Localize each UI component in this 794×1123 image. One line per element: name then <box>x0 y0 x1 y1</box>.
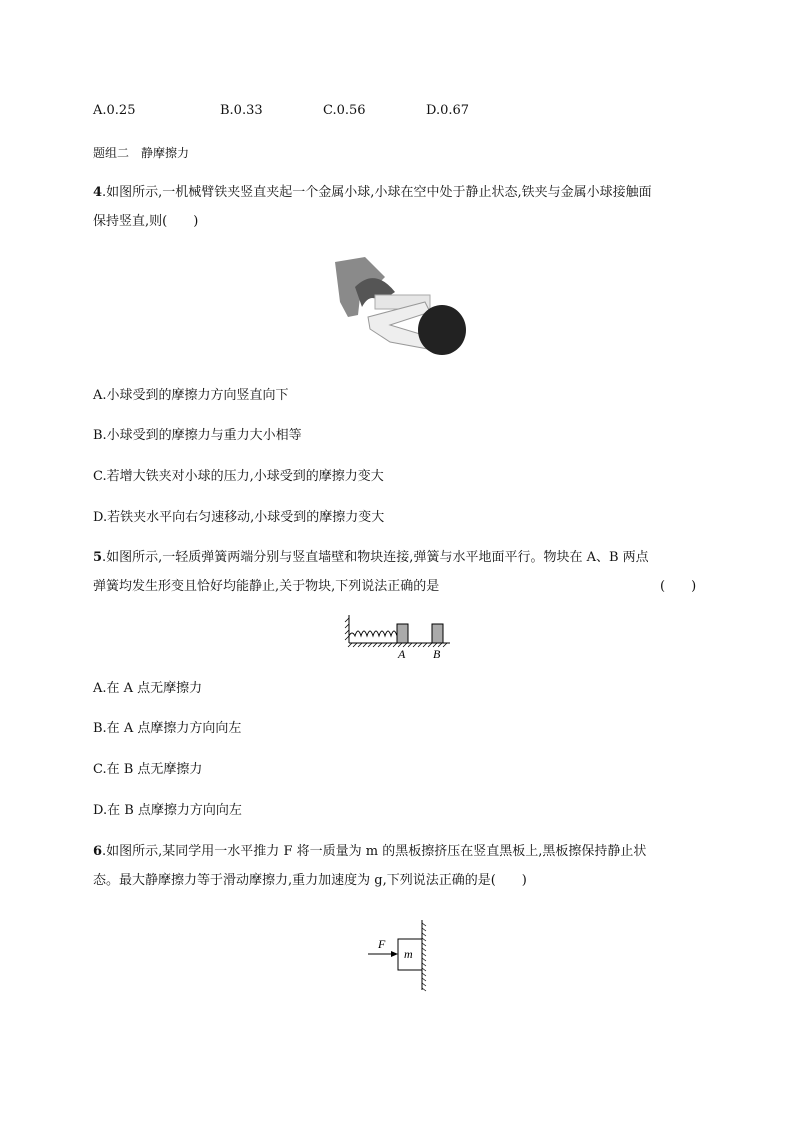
q4-option-a: A.小球受到的摩擦力方向竖直向下 <box>93 388 289 403</box>
label-b: B <box>433 647 441 661</box>
q5-number: 5 <box>93 550 103 565</box>
q5-option-d: D.在 B 点摩擦力方向向左 <box>93 803 242 818</box>
q4-stem-line1 <box>93 185 652 201</box>
q5-option-c: C.在 B 点无摩擦力 <box>93 762 203 777</box>
q6-number: 6 <box>93 844 103 859</box>
q5-stem-line2: 弹簧均发生形变且恰好均能静止,关于物块,下列说法正确的是 <box>93 579 440 594</box>
q3-option-a: A.0.25 <box>93 103 136 118</box>
q4-option-d: D.若铁夹水平向右匀速移动,小球受到的摩擦力变大 <box>93 510 385 525</box>
q4-option-b: B.小球受到的摩擦力与重力大小相等 <box>93 428 302 443</box>
q5-stem-line1 <box>93 550 649 566</box>
q3-option-b: B.0.33 <box>220 103 263 118</box>
q4-number: 4 <box>93 185 103 200</box>
q4-stem-line2: 保持竖直,则( ) <box>93 214 199 229</box>
block-b <box>432 624 443 643</box>
spring-block-figure <box>340 610 460 665</box>
q5-answer-paren: ( ) <box>660 579 697 594</box>
label-a: A <box>398 647 406 661</box>
q5-option-b: B.在 A 点摩擦力方向向左 <box>93 721 242 736</box>
q6-text: .如图所示,某同学用一水平推力 F 将一质量为 m 的黑板擦挤压在竖直黑板上,黑板擦保持静止状 <box>102 844 647 859</box>
label-f: F <box>378 937 386 951</box>
robot-claw-figure <box>330 257 470 359</box>
q3-option-c: C.0.56 <box>323 103 366 118</box>
block-a <box>397 624 408 643</box>
q6-stem-line2: 态。最大静摩擦力等于滑动摩擦力,重力加速度为 g,下列说法正确的是( ) <box>93 873 527 888</box>
q5-text: .如图所示,一轻质弹簧两端分别与竖直墙壁和物块连接,弹簧与水平地面平行。物块在 A、B 两点 <box>102 550 649 565</box>
q4-option-c: C.若增大铁夹对小球的压力,小球受到的摩擦力变大 <box>93 469 384 484</box>
q4-text: .如图所示,一机械臂铁夹竖直夹起一个金属小球,小球在空中处于静止状态,铁夹与金属小球接触面 <box>102 185 652 200</box>
blackboard-eraser-figure <box>360 920 440 995</box>
section-heading: 题组二 静摩擦力 <box>93 146 190 160</box>
q5-option-a: A.在 A 点无摩擦力 <box>93 681 203 696</box>
q6-stem-line1 <box>93 844 646 860</box>
label-m: m <box>404 947 413 961</box>
q3-option-d: D.0.67 <box>426 103 470 118</box>
